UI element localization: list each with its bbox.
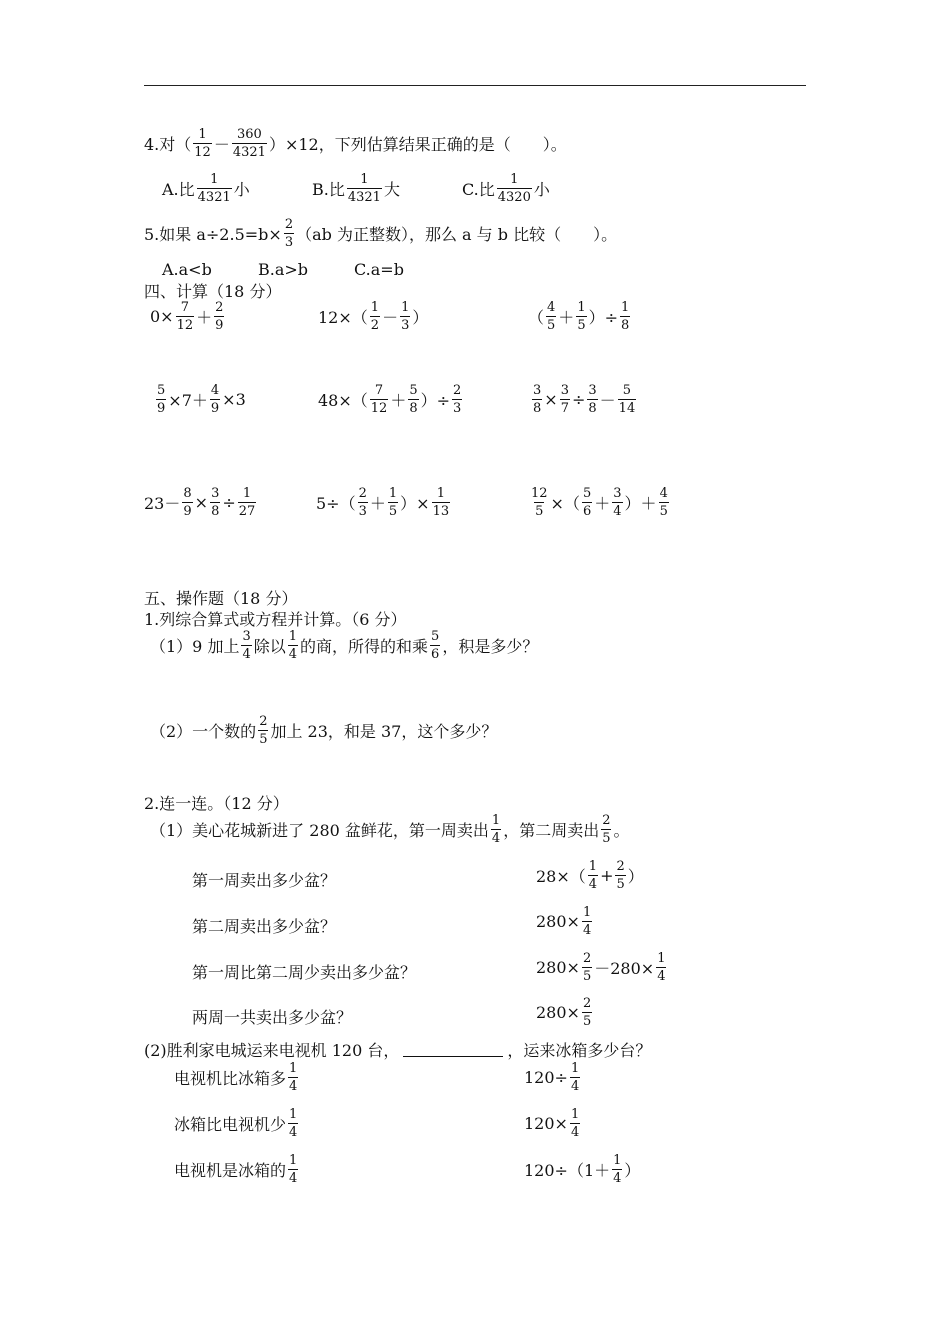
- fraction: $\frac{1}{12}$: [194, 127, 211, 160]
- q4-option-c: C.比 $\frac{1}{4320}$ 小: [462, 172, 550, 205]
- op2-right-2: 280× $\frac{1}{4}$: [536, 905, 592, 938]
- op2-title: 2.连一连。（12 分）: [144, 794, 289, 813]
- q4-option-b: B.比 $\frac{1}{4321}$ 大: [312, 172, 400, 205]
- question-4: 4.对（ $\frac{1}{12}$ － $\frac{360}{4321}$ ）×12，下列估算结果正确的是（ ）。: [144, 127, 567, 160]
- calc-r1c1: 0× $\frac{7}{12}$ ＋ $\frac{2}{9}$: [150, 300, 224, 333]
- op2-left-1: 第一周卖出多少盆？: [192, 871, 337, 890]
- header-rule: [144, 85, 806, 86]
- op2-left-4: 两周一共卖出多少盆？: [192, 1008, 353, 1027]
- op2-question-2: (2)胜利家电城运来电视机 120 台， ，运来冰箱多少台？: [144, 1041, 652, 1060]
- calc-r3c3: $\frac{12}{5}$ ×（ $\frac{5}{6}$ ＋ $\frac{3}{4}$ ）＋ $\frac{4}{5}$: [531, 486, 668, 519]
- calc-r1c3: （ $\frac{4}{5}$ ＋ $\frac{1}{5}$ ）÷ $\frac{1}{8}$: [528, 300, 630, 333]
- op2-left-2: 第二周卖出多少盆？: [192, 917, 337, 936]
- section-4-title: 四、计算（18 分）: [144, 282, 282, 301]
- op2-left-3: 第一周比第二周少卖出多少盆？: [192, 963, 417, 982]
- q5-option-a: A.a<b: [162, 260, 212, 279]
- calc-r2c2: 48×（ $\frac{7}{12}$ ＋ $\frac{5}{8}$ ）÷ $\frac{2}{3}$: [318, 383, 462, 416]
- op2-right-4: 280× $\frac{2}{5}$: [536, 996, 592, 1029]
- calc-r1c2: 12×（ $\frac{1}{2}$ － $\frac{1}{3}$ ）: [318, 300, 429, 333]
- calc-r2c1: $\frac{5}{9}$ ×7＋ $\frac{4}{9}$ ×3: [157, 383, 246, 416]
- fraction: $\frac{360}{4321}$: [232, 127, 266, 160]
- calc-r3c2: 5÷（ $\frac{2}{3}$ ＋ $\frac{1}{5}$ ）× $\frac{1}{13}$: [316, 486, 450, 519]
- q5-option-b: B.a>b: [258, 260, 309, 279]
- op2-right-1: 28×（ $\frac{1}{4}$ + $\frac{2}{5}$ ）: [536, 859, 644, 892]
- section-5-title: 五、操作题（18 分）: [144, 589, 298, 608]
- answer-blank[interactable]: [403, 1042, 503, 1057]
- q4-option-a: A.比 $\frac{1}{4321}$ 小: [162, 172, 250, 205]
- calc-r3c1: 23－ $\frac{8}{9}$ × $\frac{3}{8}$ ÷ $\frac{1}{27}$: [144, 486, 256, 519]
- op2-question-1: （1）美心花城新进了 280 盆鲜花，第一周卖出 $\frac{1}{4}$ ，第二周卖出 $\frac{2}{5}$ 。: [150, 813, 630, 846]
- op2-right-3: 280× $\frac{2}{5}$ －280× $\frac{1}{4}$: [536, 951, 666, 984]
- op2-q2-left-3: 电视机是冰箱的 $\frac{1}{4}$: [174, 1153, 298, 1186]
- q5-option-c: C.a=b: [354, 260, 404, 279]
- op1-title: 1.列综合算式或方程并计算。（6 分）: [144, 610, 407, 629]
- calc-r2c3: $\frac{3}{8}$ × $\frac{3}{7}$ ÷ $\frac{3}{8}$ － $\frac{5}{14}$: [533, 383, 636, 416]
- op1-question-2: （2）一个数的 $\frac{2}{5}$ 加上 23，和是 37，这个多少？: [150, 714, 498, 747]
- op1-question-1: （1）9 加上 $\frac{3}{4}$ 除以 $\frac{1}{4}$ 的商，所得的和乘 $\frac{5}{6}$ ，积是多少？: [150, 629, 539, 662]
- op2-q2-right-2: 120× $\frac{1}{4}$: [524, 1107, 580, 1140]
- op2-q2-left-1: 电视机比冰箱多 $\frac{1}{4}$: [174, 1061, 298, 1094]
- question-5: 5.如果 a÷2.5=b× $\frac{2}{3}$ （ab 为正整数），那么 a 与 b 比较（ ）。: [144, 217, 618, 250]
- op2-q2-left-2: 冰箱比电视机少 $\frac{1}{4}$: [174, 1107, 298, 1140]
- op2-q2-right-3: 120÷（1＋ $\frac{1}{4}$ ）: [524, 1153, 641, 1186]
- op2-q2-right-1: 120÷ $\frac{1}{4}$: [524, 1061, 580, 1094]
